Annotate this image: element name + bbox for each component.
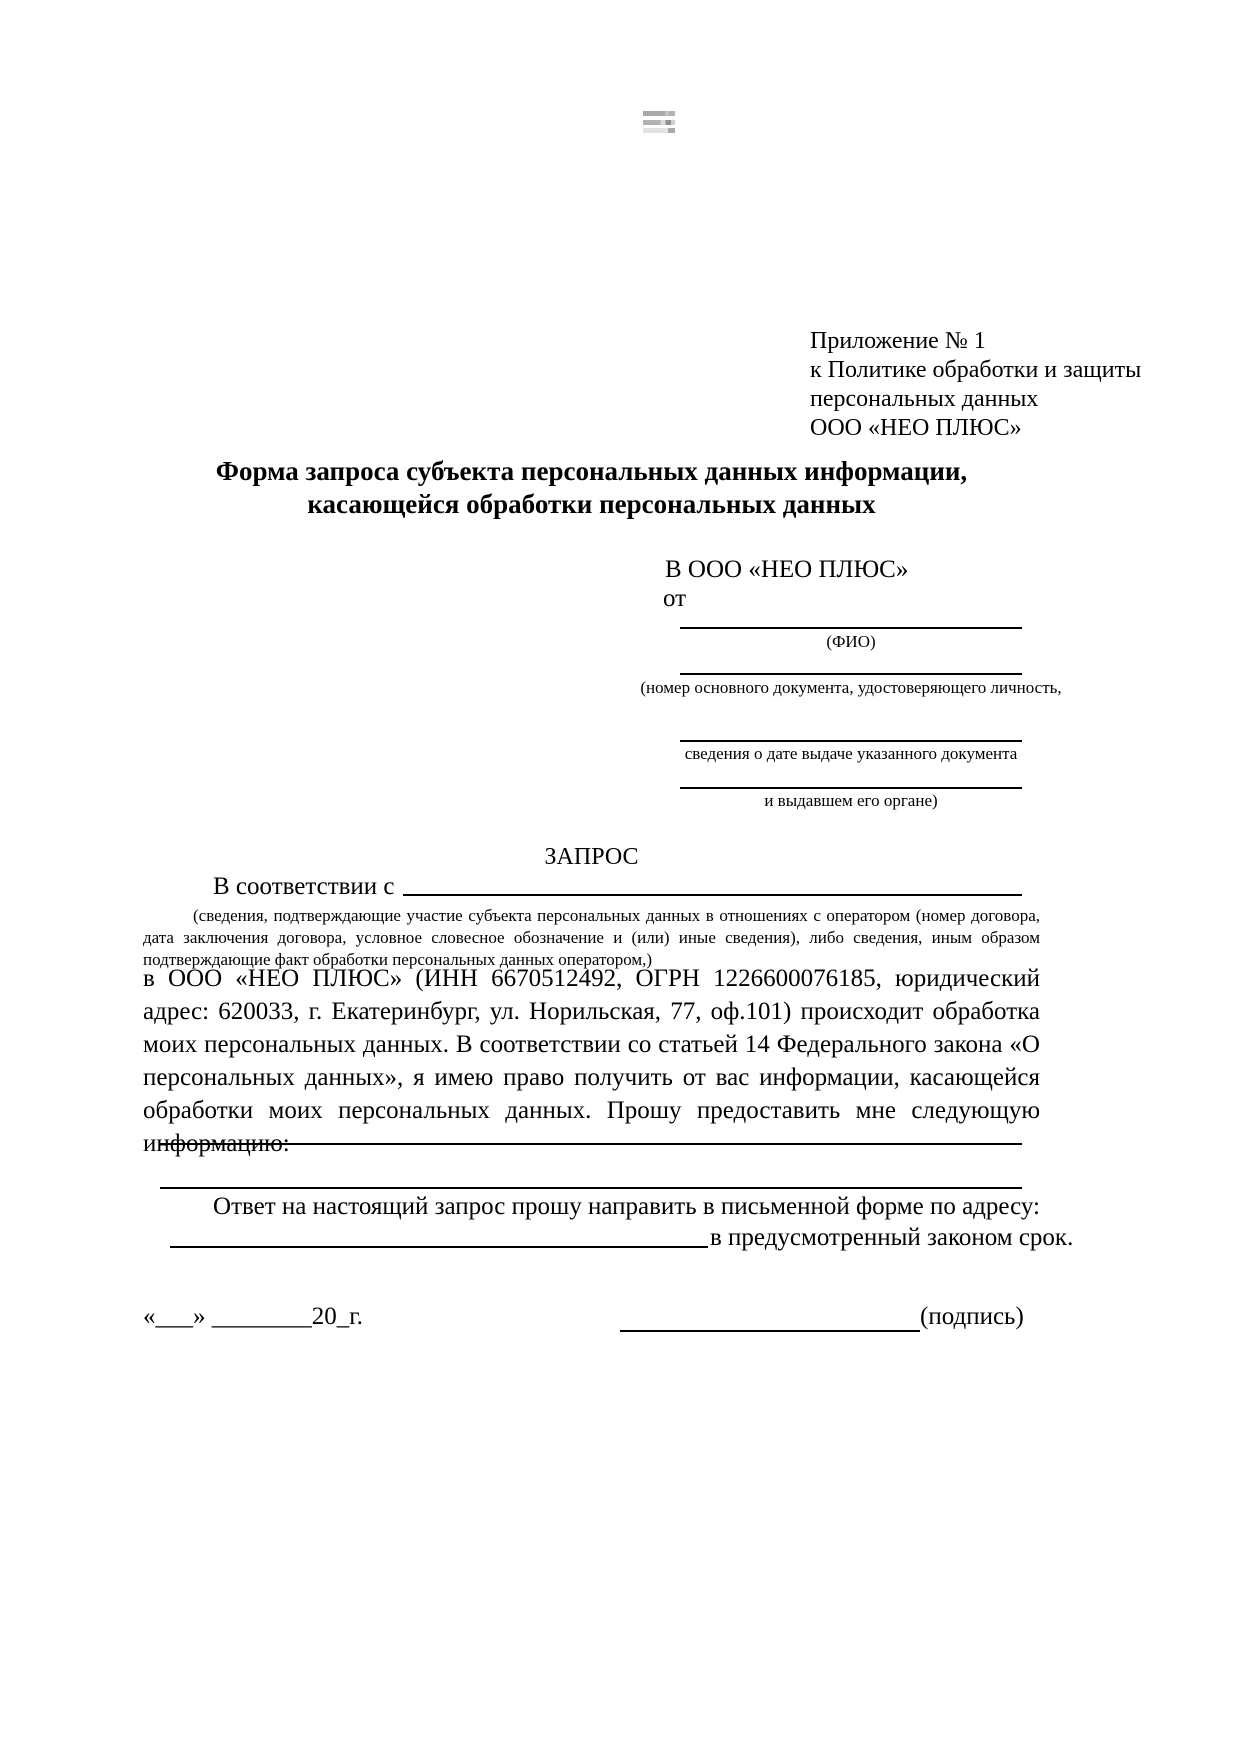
information-blank-line [160, 1187, 1022, 1189]
issuing-authority-caption: и выдавшем его органе) [764, 791, 938, 810]
request-intro-row [213, 873, 1022, 901]
annex-header [810, 327, 1141, 443]
request-body-paragraph: в ООО «НЕО ПЛЮС» (ИНН 6670512492, ОГРН 1226600076185, юридический адрес: 620033, г. Екатеринбург, ул. Норильская, 77, оф.101) происходит обработка моих персональных данных. В соответствии со статьей 14 Федерального закона «О персональных данных», я имею право получить от вас информации, касающейся обработки моих персональных данных. Прошу предоставить мне следующую информацию: [143, 965, 1040, 1157]
document-title [143, 455, 1040, 521]
signature-blank-line [620, 1330, 920, 1332]
document-title-line: касающейся обработки персональных данных [307, 489, 876, 519]
date-placeholder: «___» ________20_г. [143, 1303, 363, 1330]
annex-line: персональных данных [810, 386, 1039, 412]
document-number-blank-line [680, 673, 1022, 675]
addressee-company: В ООО «НЕО ПЛЮС» [665, 556, 909, 583]
request-intro-label: В соответствии с [213, 873, 395, 900]
image-placeholder-icon [643, 111, 675, 133]
image-placeholder-bar [643, 111, 675, 116]
addressee-from-label: от [663, 585, 687, 612]
issue-date-caption: сведения о дате выдаче указанного документа [684, 744, 1018, 763]
signature-caption: (подпись) [920, 1303, 1024, 1330]
reply-address-suffix: в предусмотренный законом срок. [710, 1224, 1074, 1251]
document-title-line: Форма запроса субъекта персональных данных информации, [215, 456, 968, 486]
request-intro-blank-line [403, 873, 1022, 896]
request-intro-note: (сведения, подтверждающие участие субъекта персональных данных в отношениях с оператором (номер договора, дата заключения договора, условное словесное обозначение и (или) иные сведения), либо сведения, иным образом подтверждающие факт обработки персональных данных оператором,) [143, 906, 1040, 969]
image-placeholder-bar [643, 128, 675, 133]
fio-caption: (ФИО) [826, 632, 876, 651]
issue-date-blank-line [680, 740, 1022, 742]
reply-address-blank-line [170, 1246, 708, 1248]
image-placeholder-bar [643, 120, 675, 125]
issuing-authority-blank-line [680, 787, 1022, 789]
document-number-caption: (номер основного документа, удостоверяющего личность, [640, 678, 1062, 697]
annex-line: Приложение № 1 [810, 328, 986, 354]
annex-line: к Политике обработки и защиты [810, 357, 1142, 383]
information-blank-line [160, 1143, 1022, 1145]
request-heading: ЗАПРОС [544, 844, 639, 870]
fio-blank-line [680, 627, 1022, 629]
reply-address-intro: Ответ на настоящий запрос прошу направить в письменной форме по адресу: [213, 1193, 1040, 1220]
annex-line: ООО «НЕО ПЛЮС» [810, 415, 1022, 441]
